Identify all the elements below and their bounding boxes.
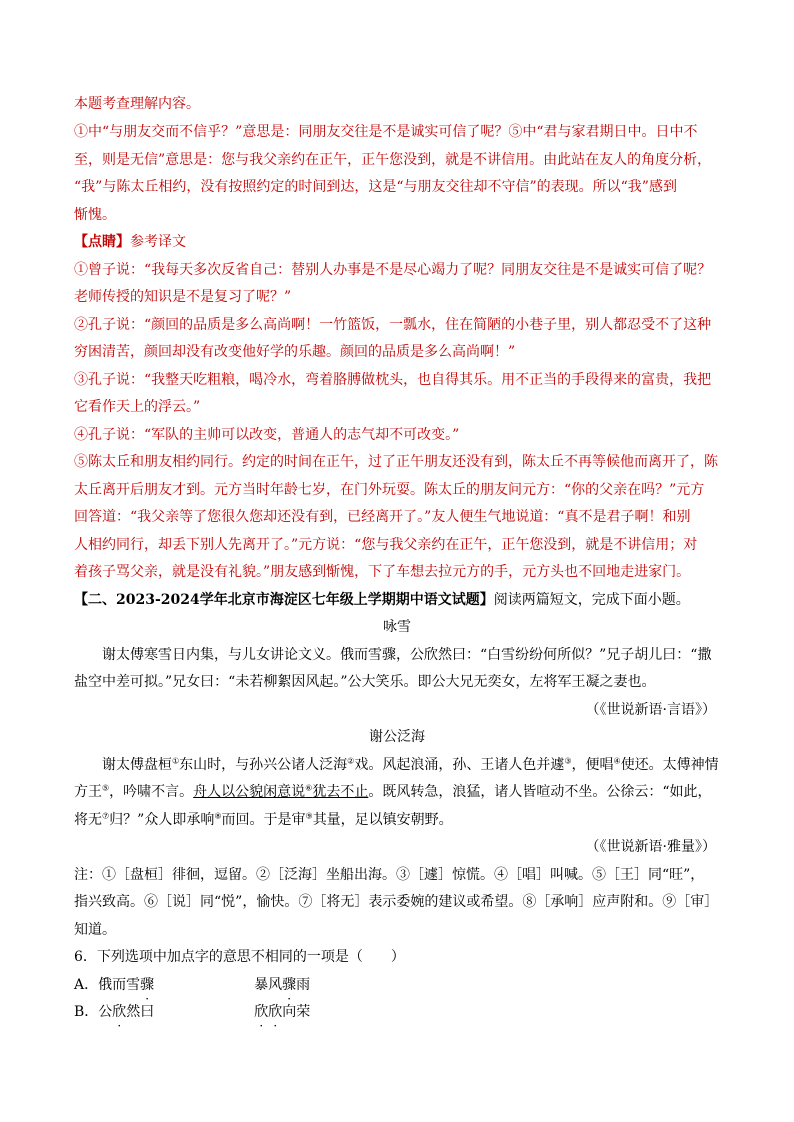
section-source: 【二、2023-2024学年北京市海淀区七年级上学期期中语文试题】 xyxy=(74,592,494,608)
dotted-char: 欣 xyxy=(112,1004,127,1020)
phrase-seg: 然曰 xyxy=(126,1004,155,1020)
translation-line: ⑤陈太丘和朋友相约同行。约定的时间在正午，过了正午朋友还没有到，陈太丘不再等候他而离开了，陈 xyxy=(74,454,718,470)
option-b-phrase2 xyxy=(254,1002,310,1022)
footnote-marker: ② xyxy=(347,756,355,766)
text2-seg: ，吟啸不言。 xyxy=(109,784,194,800)
footnote-marker: ⑧ xyxy=(214,811,222,821)
footnote-marker: ④ xyxy=(613,756,621,766)
text2-seg: 其量，足以镇安朝野。 xyxy=(312,812,453,828)
dotted-char: 骤 xyxy=(140,977,155,993)
dotted-char: 欣 xyxy=(268,1004,283,1020)
text2-line xyxy=(74,810,453,830)
footnote-marker: ⑨ xyxy=(305,811,313,821)
phrase-seg: 向荣 xyxy=(282,1004,311,1020)
option-b-phrase1 xyxy=(98,1002,254,1022)
dianjing-text: 参考译文 xyxy=(130,234,186,250)
text2-title: 谢公泛海 xyxy=(369,729,425,745)
option-a-phrase1 xyxy=(98,975,254,995)
translation-line: ①曾子说：“我每天多次反省自己：替别人办事是不是尽心竭力了呢？同朋友交往是不是诚实可信了呢？ xyxy=(74,262,712,278)
analysis-line: 至，则是无信”意思是：您与我父亲约在正午，正午您没到，就是不讲信用。由此站在友人的角度分析， xyxy=(74,152,712,168)
option-label: A． xyxy=(74,977,99,993)
translation-line: 回答道：“我父亲等了您很久您却还没有到，已经离开了。”友人便生气地说道：“真不是君子啊！和别 xyxy=(74,509,691,525)
translation-line: 它看作天上的浮云。” xyxy=(74,399,201,415)
text2-seg: 使还。太傅神情 xyxy=(620,757,719,773)
dotted-char: 骤 xyxy=(282,977,297,993)
text2-seg: 。既风转急，浪猛，诸人皆喧动不坐。公徐云：“如此， xyxy=(368,784,712,800)
option-label: B． xyxy=(74,1004,99,1020)
option-a-phrase2 xyxy=(254,975,310,995)
text1-title: 咏雪 xyxy=(383,619,411,635)
footnote-marker: ③ xyxy=(564,756,572,766)
footnote-marker: ① xyxy=(172,756,180,766)
section-header xyxy=(74,590,690,610)
text2-seg: ，便唱 xyxy=(571,757,614,773)
text2-seg: 谢太傅盘桓 xyxy=(102,757,172,773)
text2-seg: 将无 xyxy=(74,812,102,828)
question-stem: 6．下列选项中加点字的意思不相同的一项是（ ） xyxy=(74,949,405,965)
footnote-marker: ⑦ xyxy=(102,811,110,821)
translation-line: 着孩子骂父亲，就是没有礼貌。”朋友感到惭愧，下了车想去拉元方的手，元方头也不回地走进家门。 xyxy=(74,564,691,580)
text2-seg: 舟人以公貌闲意说 xyxy=(193,784,306,800)
dotted-char: 欣 xyxy=(254,1004,269,1020)
text2-source: （《世说新语·雅量》） xyxy=(585,839,716,855)
phrase-seg: 暴风 xyxy=(254,977,283,993)
dianjing-label: 【点睛】 xyxy=(74,234,130,250)
text2-seg: 犹去不止 xyxy=(312,784,369,800)
translation-line: ③孔子说：“我整天吃粗粮，喝冷水，弯着胳膊做枕头，也自得其乐。用不正当的手段得来的富贵，我把 xyxy=(74,372,712,388)
text1-line: 盐空中差可拟。”兄女曰：“未若柳絮因风起。”公大笑乐。即公大兄无奕女，左将军王凝之妻也。 xyxy=(74,674,656,690)
underlined-sentence xyxy=(193,784,368,800)
analysis-line: 惭愧。 xyxy=(74,207,116,223)
phrase-seg: 雨 xyxy=(296,977,311,993)
translation-line: 穷困清苦，颜回却没有改变他好学的乐趣。颜回的品质是多么高尚啊！” xyxy=(74,344,516,360)
notes-line: 知道。 xyxy=(74,922,116,938)
option-a xyxy=(74,975,310,995)
phrase-seg: 俄而雪 xyxy=(98,977,141,993)
text2-seg: 戏。风起浪涌，孙、王诸人色并遽 xyxy=(354,757,565,773)
analysis-line: ①中“与朋友交而不信乎？”意思是：同朋友交往是不是诚实可信了呢？⑤中“君与家君期日中。日中不 xyxy=(74,124,698,140)
footnote-marker: ⑥ xyxy=(305,783,313,793)
notes-line: 注：①［盘桓］徘徊，逗留。②［泛海］坐船出海。③［遽］惊慌。④［唱］叫喊。⑤［王］同“旺”， xyxy=(74,867,705,883)
translation-line: ④孔子说：“军队的主帅可以改变，普通人的志气却不可改变。” xyxy=(74,427,460,443)
dianjing-heading xyxy=(74,232,186,252)
text2-seg: 而回。于是审 xyxy=(221,812,306,828)
text2-seg: 东山时，与孙兴公诸人泛海 xyxy=(179,757,348,773)
text2-seg: 方王 xyxy=(74,784,102,800)
translation-line: ②孔子说：“颜回的品质是多么高尚啊！一竹篮饭，一瓢水，住在简陋的小巷子里，别人都忍受不了这种 xyxy=(74,317,712,333)
translation-line: 老师传授的知识是不是复习了呢？” xyxy=(74,289,292,305)
text2-seg: 归？”众人即承响 xyxy=(109,812,215,828)
section-instruction: 阅读两篇短文，完成下面小题。 xyxy=(493,592,690,608)
phrase-seg: 公 xyxy=(98,1004,113,1020)
footnote-marker: ⑤ xyxy=(102,783,110,793)
notes-line: 指兴致高。⑥［说］同“悦”，愉快。⑦［将无］表示委婉的建议或希望。⑧［承响］应声附和。⑨［审］ xyxy=(74,894,719,910)
translation-line: 太丘离开后朋友才到。元方当时年龄七岁，在门外玩耍。陈太丘的朋友问元方：“你的父亲在吗？”元方 xyxy=(74,482,705,498)
option-b xyxy=(74,1002,310,1022)
translation-line: 人相约同行，却丢下别人先离开了。”元方说：“您与我父亲约在正午，正午您没到，就是不讲信用；对 xyxy=(74,537,698,553)
text1-line: 谢太傅寒雪日内集，与儿女讲论文义。俄而雪骤，公欣然曰：“白雪纷纷何所似？”兄子胡儿曰：“撒 xyxy=(102,647,712,663)
analysis-line: “我”与陈太丘相约，没有按照约定的时间到达，这是“与朋友交往却不守信”的表现。所以“我”感到 xyxy=(74,179,677,195)
text2-line xyxy=(74,782,712,802)
text2-line xyxy=(102,755,719,775)
analysis-intro: 本题考查理解内容。 xyxy=(74,96,200,112)
text1-source: （《世说新语·言语》） xyxy=(585,702,716,718)
